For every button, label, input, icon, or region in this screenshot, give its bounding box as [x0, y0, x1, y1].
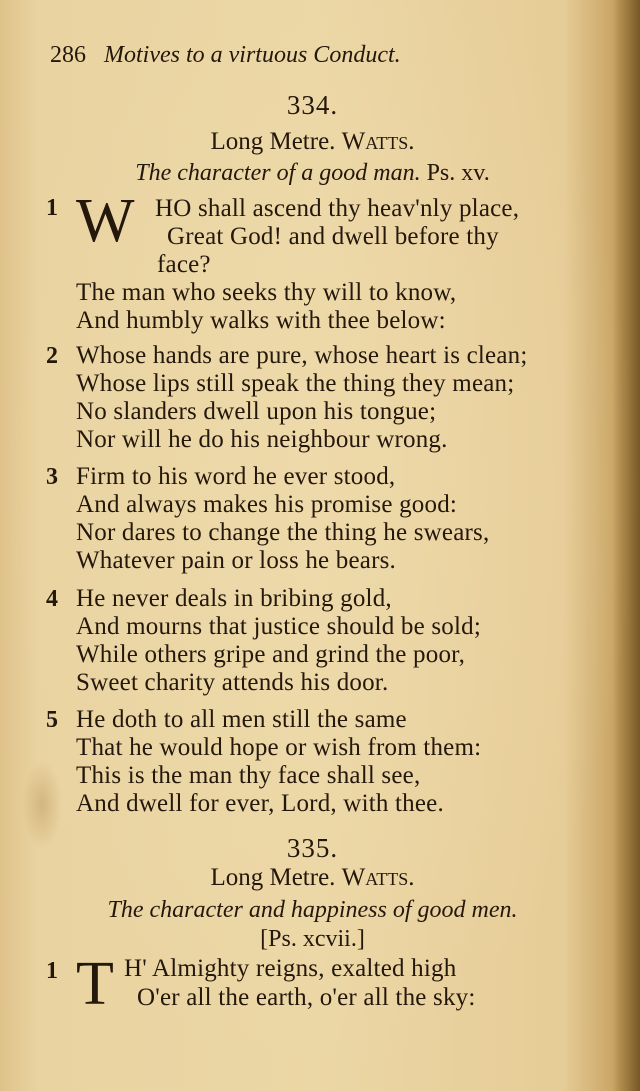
- verse-line: And humbly walks with thee below:: [76, 307, 446, 334]
- hymn-number: 335.: [286, 833, 339, 863]
- verse-line: He doth to all men still the same: [76, 706, 407, 733]
- verse-number: 2: [46, 343, 58, 369]
- drop-cap: W: [76, 187, 135, 255]
- hymn-subject: [40, 160, 585, 187]
- verse-line: Nor will he do his neighbour wrong.: [76, 426, 448, 453]
- subject-text: The character of a good man.: [135, 160, 421, 186]
- verse-number: 5: [46, 707, 58, 733]
- verse-line: And mourns that justice should be sold;: [76, 613, 481, 640]
- hymn-number: 334.: [286, 90, 339, 120]
- verse-line: HO shall ascend thy heav'nly place,: [155, 195, 520, 222]
- verse-line: Whatever pain or loss he bears.: [76, 547, 396, 574]
- verse-line: Whose lips still speak the thing they mean;: [76, 370, 515, 397]
- verse-line: Great God! and dwell before thy: [167, 223, 499, 250]
- drop-cap: T: [76, 950, 114, 1018]
- running-title: Motives to a virtuous Conduct.: [104, 42, 401, 68]
- verse-line: That he would hope or wish from them:: [76, 734, 482, 761]
- verse-line: O'er all the earth, o'er all the sky:: [137, 984, 476, 1011]
- verse-line: And dwell for ever, Lord, with thee.: [76, 790, 444, 817]
- verse-number: 1: [46, 958, 58, 984]
- verse-line: This is the man thy face shall see,: [76, 762, 421, 789]
- verse-number: 3: [46, 464, 58, 490]
- verse-line: He never deals in bribing gold,: [76, 585, 392, 612]
- psalm-reference: [Ps. xcvii.]: [260, 926, 365, 952]
- verse-line: And always makes his promise good:: [76, 491, 458, 518]
- running-header: [50, 42, 490, 69]
- verse-number: 4: [46, 586, 58, 612]
- verse-line: Nor dares to change the thing he swears,: [76, 519, 490, 546]
- verse-line: Whose hands are pure, whose heart is clean;: [76, 342, 528, 369]
- meter-line: [40, 128, 585, 156]
- verse-line: No slanders dwell upon his tongue;: [76, 398, 437, 425]
- verse-line: While others gripe and grind the poor,: [76, 641, 466, 668]
- verse-line: H' Almighty reigns, exalted high: [124, 955, 457, 982]
- verse-line: The man who seeks thy will to know,: [76, 279, 457, 306]
- hymn-subject: The character and happiness of good men.: [107, 897, 518, 923]
- meter: Long Metre.: [210, 128, 336, 155]
- verse-number: 1: [46, 195, 58, 221]
- meter-line: [40, 864, 585, 892]
- psalm-reference: Ps. xv.: [426, 160, 490, 186]
- verse-line: face?: [157, 251, 211, 278]
- author: Watts.: [341, 864, 415, 891]
- meter: Long Metre.: [210, 864, 336, 891]
- author: Watts.: [341, 128, 415, 155]
- verse-line: Firm to his word he ever stood,: [76, 463, 396, 490]
- verse-line: Sweet charity attends his door.: [76, 669, 389, 696]
- page-number: 286: [50, 42, 86, 68]
- page-edge-shadow: [612, 0, 640, 1091]
